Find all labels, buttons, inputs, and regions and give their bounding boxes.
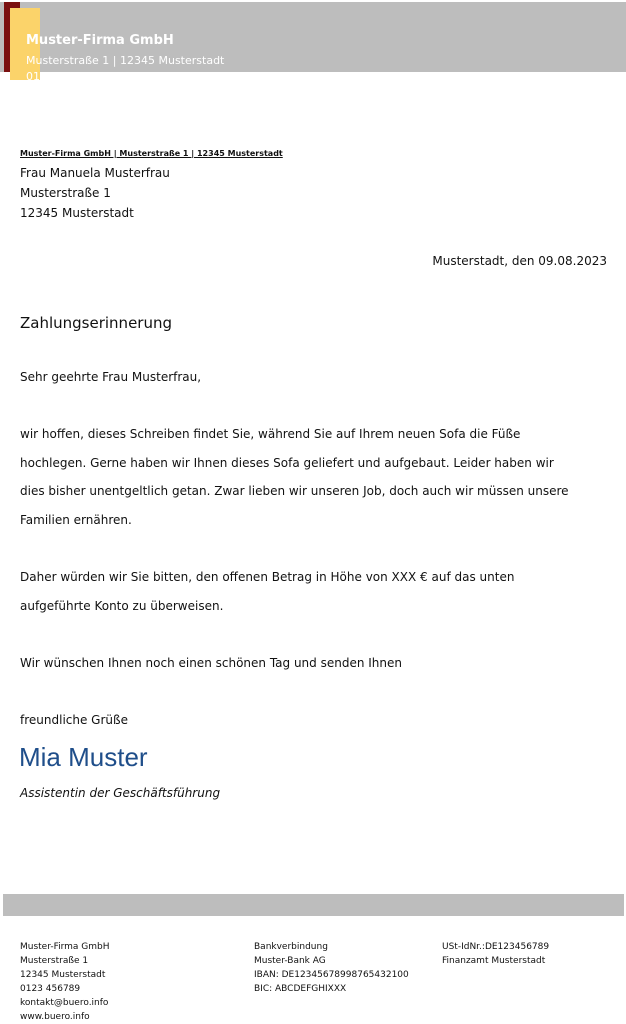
salutation: Sehr geehrte Frau Musterfrau,	[20, 370, 202, 384]
signer-role: Assistentin der Geschäftsführung	[20, 786, 221, 800]
closing-greeting: freundliche Grüße	[20, 713, 128, 727]
footer-tax-office: Finanzamt Musterstadt	[442, 956, 546, 966]
paragraph-1-line: hochlegen. Gerne haben wir Ihnen dieses Sofa geliefert und aufgebaut. Leider haben wir	[20, 455, 554, 470]
recipient-address	[20, 163, 170, 223]
footer-tax-column	[442, 940, 549, 968]
paragraph-2	[20, 563, 610, 620]
letterhead-company: Muster-Firma GmbH	[26, 33, 174, 48]
paragraph-1-line: Familien ernähren.	[20, 512, 132, 527]
footer-street: Musterstraße 1	[20, 956, 89, 966]
paragraph-1-line: dies bisher unentgeltlich getan. Zwar lieben wir unseren Job, doch auch wir müssen unsere	[20, 484, 569, 498]
paragraph-2-line: Daher würden wir Sie bitten, den offenen Betrag in Höhe von XXX € auf das unten	[20, 570, 515, 584]
recipient-city: 12345 Musterstadt	[20, 206, 134, 220]
footer-iban: IBAN: DE12345678998765432100	[254, 970, 409, 980]
recipient-name: Frau Manuela Musterfrau	[20, 166, 170, 180]
footer-bank-name: Muster-Bank AG	[254, 956, 326, 966]
footer-company-column	[20, 940, 110, 1024]
footer-company-name: Muster-Firma GmbH	[20, 942, 110, 952]
footer-bank-heading: Bankverbindung	[254, 942, 328, 952]
footer-bank-column	[254, 940, 409, 996]
letter-subject: Zahlungserinnerung	[20, 314, 172, 332]
signature: Mia Muster	[19, 742, 148, 772]
paragraph-3: Wir wünschen Ihnen noch einen schönen Tag und senden Ihnen	[20, 656, 402, 670]
footer-phone: 0123 456789	[20, 984, 81, 994]
letterhead-contact: 0123 456789 | kontakt@buero.info	[26, 70, 219, 83]
footer-band	[3, 894, 624, 916]
footer-bic: BIC: ABCDEFGHIXXX	[254, 984, 347, 994]
footer-city: 12345 Musterstadt	[20, 970, 106, 980]
paragraph-1	[20, 420, 610, 534]
date-line: Musterstadt, den 09.08.2023	[432, 254, 607, 268]
letterhead-address: Musterstraße 1 | 12345 Musterstadt	[26, 54, 225, 67]
recipient-street: Musterstraße 1	[20, 186, 111, 200]
paragraph-1-line: wir hoffen, dieses Schreiben findet Sie, während Sie auf Ihrem neuen Sofa die Füße	[20, 427, 521, 441]
footer-email: kontakt@buero.info	[20, 998, 109, 1008]
footer-website: www.buero.info	[20, 1012, 90, 1022]
paragraph-2-line: aufgeführte Konto zu überweisen.	[20, 598, 224, 613]
footer-vat-id: USt-IdNr.:DE123456789	[442, 942, 550, 952]
sender-return-line: Muster-Firma GmbH | Musterstraße 1 | 12345 Musterstadt	[20, 149, 283, 158]
letterhead-band	[0, 2, 626, 83]
